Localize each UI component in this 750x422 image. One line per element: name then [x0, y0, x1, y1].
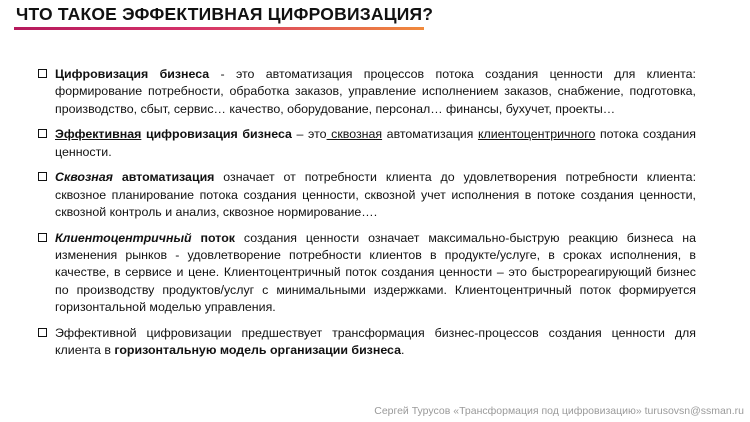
- checkbox-bullet-icon: [38, 233, 47, 242]
- bullet-text: - это автоматизация процессов потока создания ценности для клиента: формирование потребности, обработка заказов, управление исполнением заказов, снабжение, подготовка, производство, сбыт, сервис… качество, оборудование, персонал… финансы, бухучет, проекты…: [55, 67, 696, 116]
- bullet-text: .: [401, 343, 405, 358]
- bullet-text: означает от потребности клиента до удовлетворения потребности клиента: сквозное планирование потока создания ценности, сквозной учет исполнения в потоке создания ценности, сквозной контроль и анализ, сквозное нормирование….: [55, 170, 697, 220]
- bullet-term-italic: Клиентоцентричный: [55, 230, 192, 245]
- bullet-text: автоматизация: [382, 127, 478, 142]
- footer-credit: Сергей Турусов «Трансформация под цифровизацию» turusovsn@ssman.ru: [374, 405, 744, 417]
- underlined-word: сквозная: [326, 127, 383, 142]
- page-title: ЧТО ТАКОЕ ЭФФЕКТИВНАЯ ЦИФРОВИЗАЦИЯ?: [16, 4, 434, 24]
- list-item: [38, 325, 696, 360]
- bullet-text: Эффективной цифровизации предшествует трансформация бизнес-процессов создания ценности для клиента в: [55, 325, 696, 358]
- checkbox-bullet-icon: [38, 328, 47, 337]
- underlined-word: клиентоцентричного: [477, 127, 596, 142]
- bullet-term-underlined: Эффективная: [55, 127, 142, 142]
- list-item: [38, 169, 696, 221]
- bullet-emphasis: горизонтальную модель организации бизнеса: [114, 343, 401, 358]
- bullet-term: поток: [191, 230, 235, 245]
- list-item: [38, 230, 696, 316]
- list-item: [38, 126, 696, 161]
- list-item: [38, 66, 696, 118]
- title-underline-bar: [14, 27, 424, 30]
- bullet-text: – это: [291, 127, 327, 142]
- bullet-term: цифровизация бизнеса: [141, 127, 292, 142]
- checkbox-bullet-icon: [38, 172, 47, 181]
- bullet-list: [38, 66, 696, 368]
- bullet-text: создания ценности означает максимально-быструю реакцию бизнеса на изменения рынков - удовлетворение потребности клиентов в продукте/услуге, в сроках исполнения, в качестве, в сервисе и цене. Клиентоцентричный поток создания ценности – это быстрореагирующий бизнес по производству продуктов/услуг с минимальными издержками. Клиентоцентричный поток формируется горизонтальной моделью управления.: [55, 230, 696, 315]
- checkbox-bullet-icon: [38, 129, 47, 138]
- bullet-term: автоматизация: [112, 170, 215, 185]
- bullet-term-italic: Сквозная: [55, 170, 113, 185]
- checkbox-bullet-icon: [38, 69, 47, 78]
- bullet-text: потока создания ценности.: [55, 127, 696, 159]
- bullet-term: Цифровизация бизнеса: [55, 67, 210, 81]
